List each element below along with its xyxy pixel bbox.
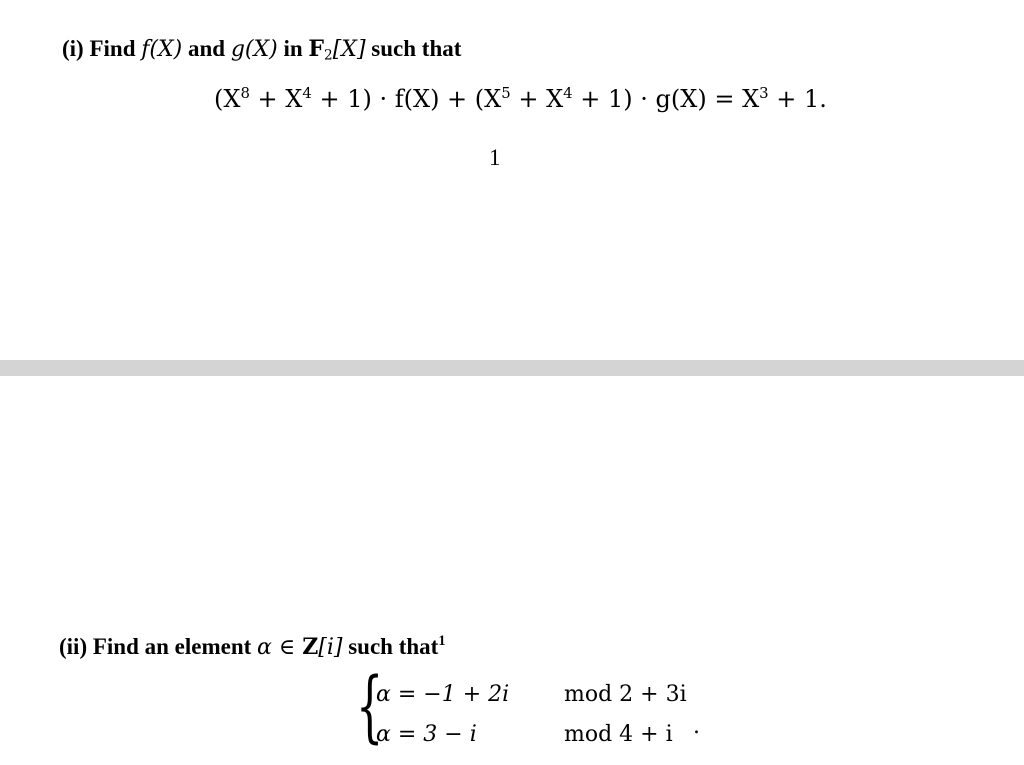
- page-separator: [0, 360, 1024, 376]
- problem-i-label: (i) Find: [62, 36, 136, 61]
- such-that-text: such that$^1$: [348, 633, 446, 659]
- bezout-equation: $(X^8 + X^4 + 1) \cdot f(X) + (X^5 + X^4 + 1) \cdot g(X) = X^3 + 1$.: [214, 83, 827, 113]
- problem-ii-statement: [59, 635, 445, 659]
- function-f: f(X): [141, 37, 183, 62]
- gaussian-integer-membership: α ∈ Z[i]: [257, 634, 343, 660]
- problem-ii-label: (ii) Find an element: [59, 634, 252, 659]
- word-and: and: [187, 36, 226, 61]
- problem-i-statement: [62, 36, 462, 64]
- system-period: .: [693, 714, 700, 739]
- polynomial-ring: $F_2[X]$: [308, 36, 366, 64]
- congruence-system: [356, 662, 700, 756]
- page-number: 1: [489, 145, 501, 170]
- function-g: g(X): [230, 37, 278, 62]
- page-1: [0, 0, 1024, 360]
- congruence-2-lhs: α = 3 − i: [376, 722, 477, 747]
- congruence-2-modulus: mod 4 + i: [564, 722, 673, 747]
- word-in: in: [283, 36, 303, 61]
- footnote-marker: 1: [438, 633, 446, 650]
- left-brace-symbol: {: [356, 662, 384, 752]
- congruence-1-lhs: α = −1 + 2i: [376, 682, 510, 707]
- congruence-1-modulus: mod 2 + 3i: [564, 682, 687, 707]
- such-that-text: such that: [371, 36, 462, 61]
